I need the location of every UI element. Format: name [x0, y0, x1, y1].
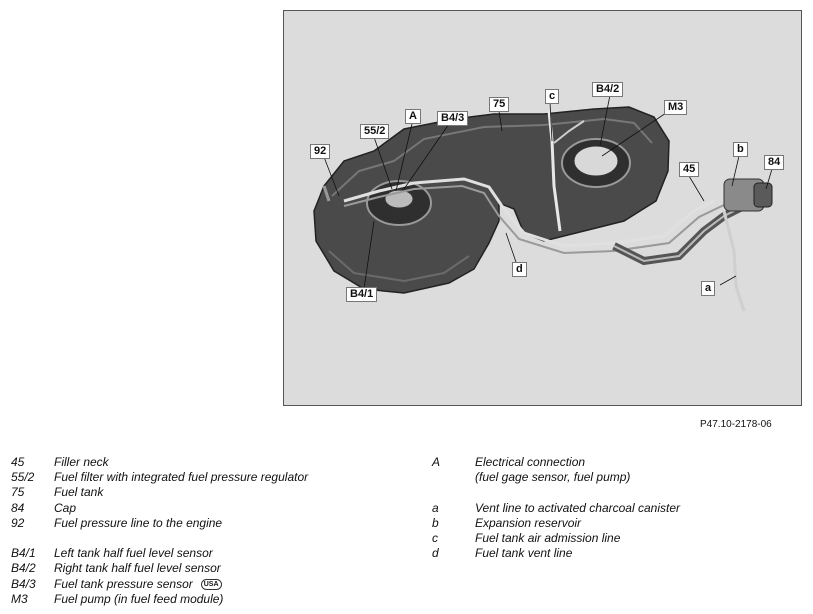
filler-cap	[754, 183, 772, 207]
legend-desc: Filler neck	[54, 455, 109, 469]
legend-desc: Left tank half fuel level sensor	[54, 546, 213, 560]
legend-code: c	[432, 531, 438, 545]
legend-desc: Fuel tank vent line	[475, 546, 573, 560]
callout-92: 92	[310, 144, 330, 159]
legend-code: 92	[11, 516, 25, 530]
legend-desc	[54, 577, 222, 592]
legend-desc: (fuel gage sensor, fuel pump)	[475, 470, 631, 484]
legend-code: B4/2	[11, 561, 36, 575]
legend-code: M3	[11, 592, 28, 606]
usa-badge-icon: USA	[201, 579, 222, 590]
legend-desc: Cap	[54, 501, 77, 515]
legend-code: B4/1	[11, 546, 36, 560]
legend-code: 75	[11, 485, 25, 499]
legend-desc: Fuel tank air admission line	[475, 531, 621, 545]
legend-desc: Fuel tank	[54, 485, 104, 499]
legend-code: 55/2	[11, 470, 35, 484]
callout-75: 75	[489, 97, 509, 112]
legend-desc: Vent line to activated charcoal canister	[475, 501, 681, 515]
figure-reference: P47.10-2178-06	[700, 419, 772, 430]
legend-code: B4/3	[11, 577, 36, 591]
legend-desc: Right tank half fuel level sensor	[54, 561, 221, 575]
legend-desc: Electrical connection	[475, 455, 586, 469]
callout-b4-2: B4/2	[592, 82, 623, 97]
fuel-tank-diagram	[283, 10, 802, 406]
callout-m3: M3	[664, 100, 687, 115]
callout-d-lower: d	[512, 262, 527, 277]
legend-code: 84	[11, 501, 25, 515]
fuel-tank-illustration	[284, 11, 803, 407]
callout-55-2: 55/2	[360, 124, 389, 139]
legend-desc: Expansion reservoir	[475, 516, 582, 530]
legend-desc: Fuel pump (in fuel feed module)	[54, 592, 224, 606]
callout-a-lower: a	[701, 281, 715, 296]
callout-b4-3: B4/3	[437, 111, 468, 126]
callout-b4-1: B4/1	[346, 287, 377, 302]
legend-code: b	[432, 516, 439, 530]
callout-84: 84	[764, 155, 784, 170]
callout-c: c	[545, 89, 559, 104]
callout-a-upper: A	[405, 109, 421, 124]
legend-code: A	[432, 455, 441, 469]
legend-desc: Fuel pressure line to the engine	[54, 516, 223, 530]
callout-b-lower: b	[733, 142, 748, 157]
callout-45: 45	[679, 162, 699, 177]
legend-code: d	[432, 546, 439, 560]
legend-code: a	[432, 501, 439, 515]
legend-desc: Fuel filter with integrated fuel pressure regulator	[54, 470, 309, 484]
legend-code: 45	[11, 455, 25, 469]
legend-desc-text: Fuel tank pressure sensor	[54, 577, 193, 591]
